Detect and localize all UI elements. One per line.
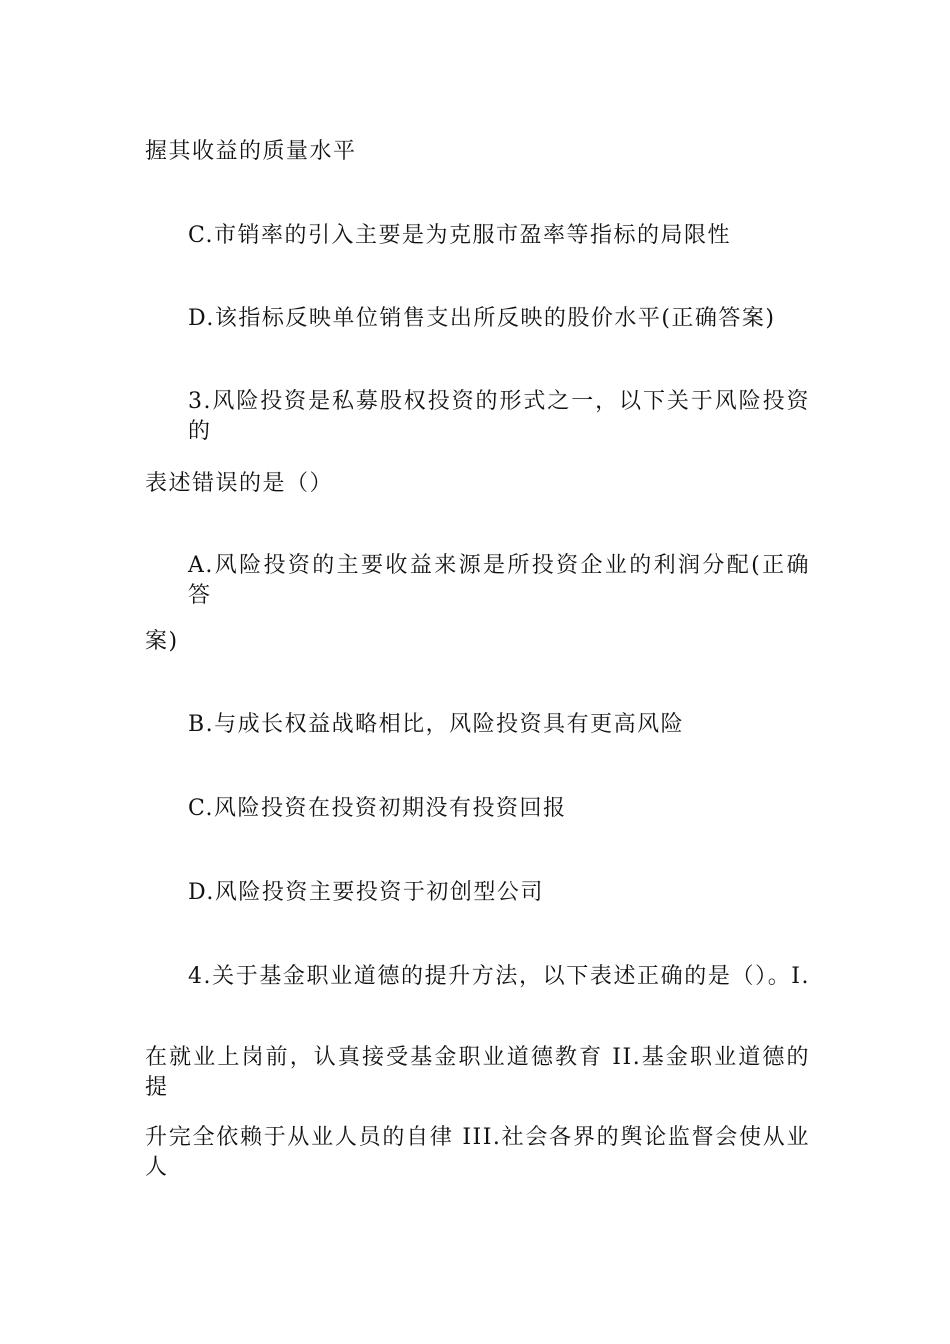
text-line: 握其收益的质量水平 [145, 139, 357, 164]
question-4-line: 4.关于基金职业道德的提升方法，以下表述正确的是（）。I. [188, 964, 810, 989]
option-d-line: D.该指标反映单位销售支出所反映的股价水平(正确答案) [188, 306, 776, 331]
question-4-continued-line: 在就业上岗前，认真接受基金职业道德教育 II.基金职业道德的提 [145, 1045, 810, 1100]
option-c-line: C.风险投资在投资初期没有投资回报 [188, 796, 567, 821]
question-3-line: 3.风险投资是私募股权投资的形式之一，以下关于风险投资的 [188, 389, 810, 444]
option-c-line: C.市销率的引入主要是为克服市盈率等指标的局限性 [188, 223, 732, 248]
option-a-line: A.风险投资的主要收益来源是所投资企业的利润分配(正确答 [188, 553, 810, 608]
option-d-line: D.风险投资主要投资于初创型公司 [188, 880, 544, 905]
question-3-continued-line: 表述错误的是（） [145, 471, 334, 496]
option-b-line: B.与成长权益战略相比，风险投资具有更高风险 [188, 712, 685, 737]
option-a-continued-line: 案) [145, 629, 179, 654]
question-4-continued-line: 升完全依赖于从业人员的自律 III.社会各界的舆论监督会使从业人 [145, 1125, 810, 1180]
